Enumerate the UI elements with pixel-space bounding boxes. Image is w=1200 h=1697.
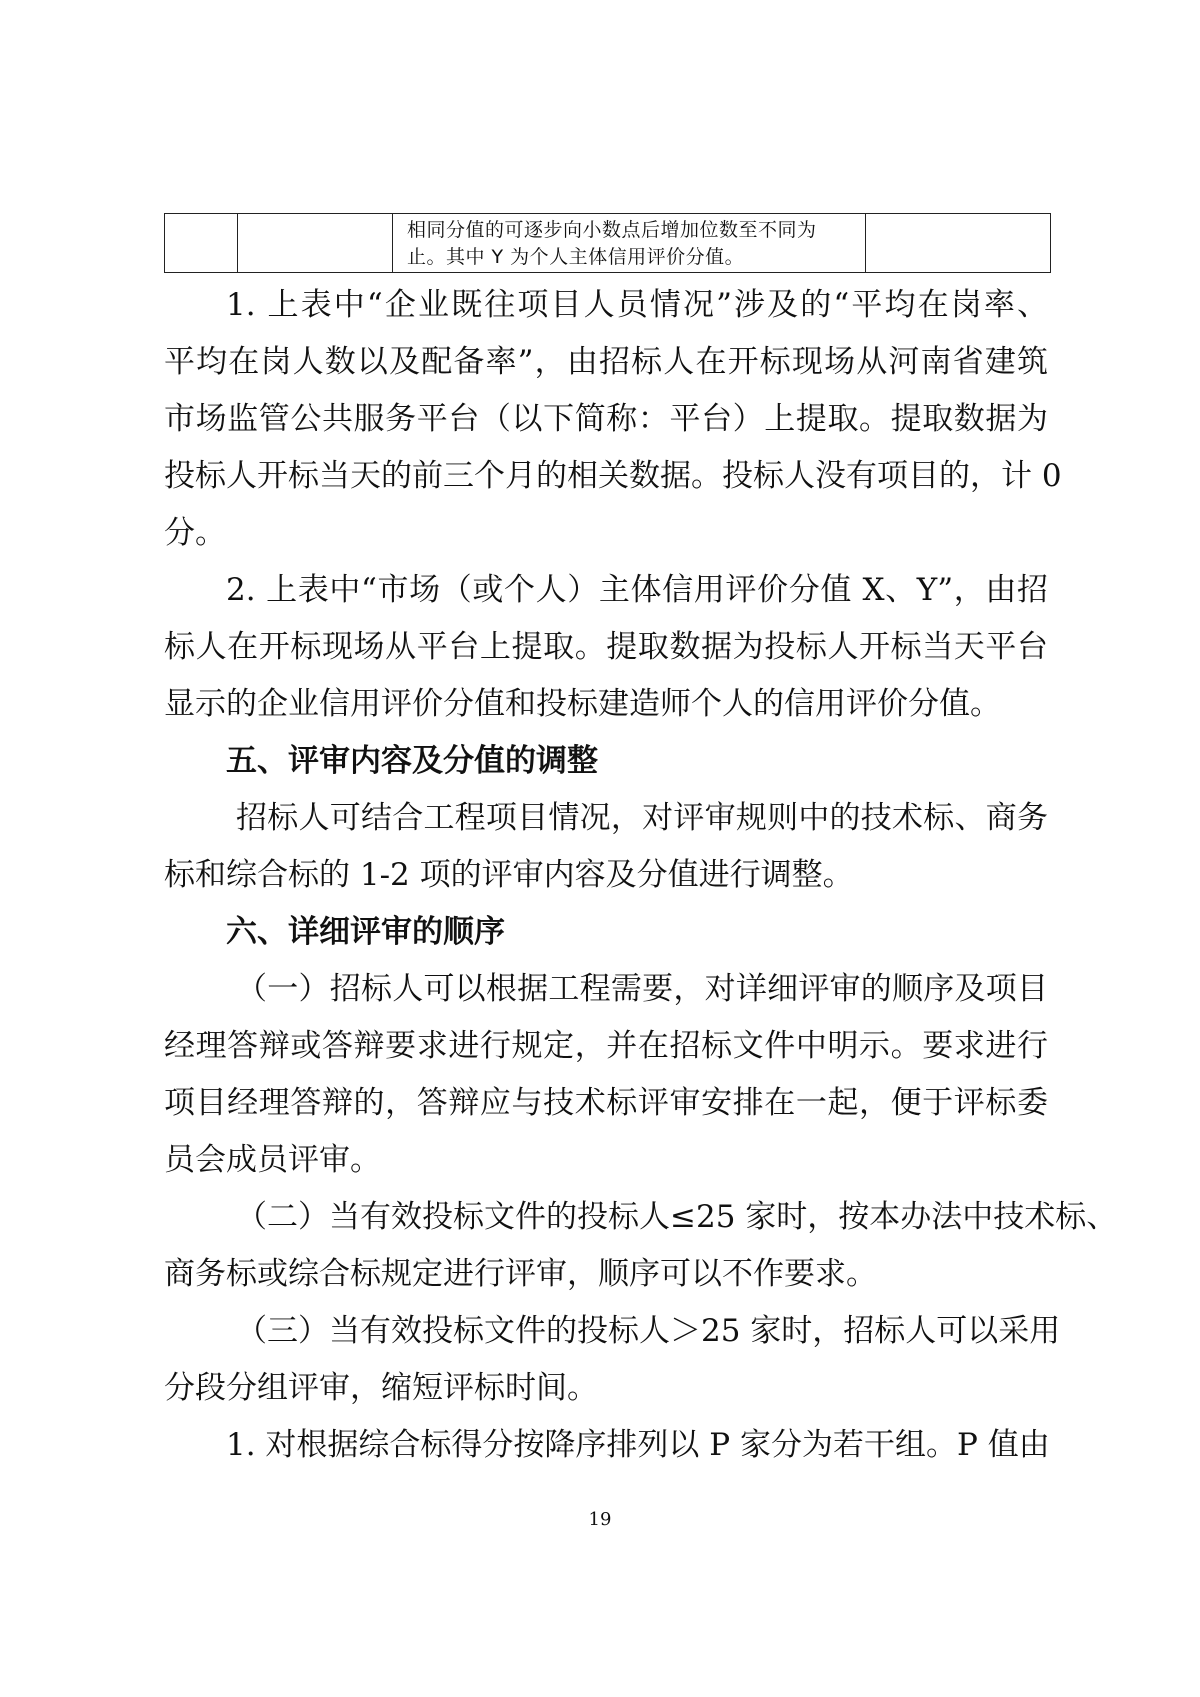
paragraph-line: 投标人开标当天的前三个月的相关数据。投标人没有项目的，计 0 [164, 458, 1062, 494]
paragraph-line: 分段分组评审，缩短评标时间。 [164, 1370, 598, 1406]
page-number: 19 [588, 1509, 612, 1530]
table-cell-empty [866, 214, 1051, 273]
table-cell-empty [165, 214, 238, 273]
paragraph-line: 经理答辩或答辩要求进行规定，并在招标文件中明示。要求进行 [164, 1028, 1048, 1064]
paragraph-line: （一）招标人可以根据工程需要，对详细评审的顺序及项目 [236, 971, 1048, 1007]
paragraph-line: 2. 上表中“市场（或个人）主体信用评价分值 X、Y”，由招 [226, 572, 1048, 608]
table-cell-criteria [393, 214, 866, 273]
paragraph-line: 分。 [164, 515, 226, 551]
paragraph-line: 标人在开标现场从平台上提取。提取数据为投标人开标当天平台 [164, 629, 1048, 665]
paragraph-line: 1. 对根据综合标得分按降序排列以 P 家分为若干组。P 值由 [226, 1427, 1050, 1463]
paragraph-line: 招标人可结合工程项目情况，对评审规则中的技术标、商务 [236, 800, 1048, 836]
paragraph-line: 商务标或综合标规定进行评审，顺序可以不作要求。 [164, 1256, 877, 1292]
table-cell-line: 相同分值的可逐步向小数点后增加位数至不同为 [407, 219, 817, 241]
section-heading: 六、详细评审的顺序 [226, 914, 505, 950]
paragraph-line: （二）当有效投标文件的投标人≤25 家时，按本办法中技术标、 [236, 1199, 1118, 1235]
score-table-fragment [164, 213, 1051, 273]
table-cell-empty [238, 214, 393, 273]
table-row [165, 214, 1051, 273]
table-cell-line: 止。其中 Y 为个人主体信用评价分值。 [407, 246, 745, 268]
paragraph-line: 显示的企业信用评价分值和投标建造师个人的信用评价分值。 [164, 686, 1001, 722]
paragraph-line: 市场监管公共服务平台（以下简称：平台）上提取。提取数据为 [164, 401, 1048, 437]
paragraph-line: 员会成员评审。 [164, 1142, 381, 1178]
paragraph-line: （三）当有效投标文件的投标人＞25 家时，招标人可以采用 [236, 1313, 1061, 1349]
paragraph-line: 标和综合标的 1-2 项的评审内容及分值进行调整。 [164, 857, 854, 893]
paragraph-line: 项目经理答辩的，答辩应与技术标评审安排在一起，便于评标委 [164, 1085, 1048, 1121]
paragraph-line: 平均在岗人数以及配备率”，由招标人在开标现场从河南省建筑 [164, 344, 1048, 380]
paragraph-line: 1. 上表中“企业既往项目人员情况”涉及的“平均在岗率、 [226, 287, 1048, 323]
section-heading: 五、评审内容及分值的调整 [226, 743, 598, 779]
